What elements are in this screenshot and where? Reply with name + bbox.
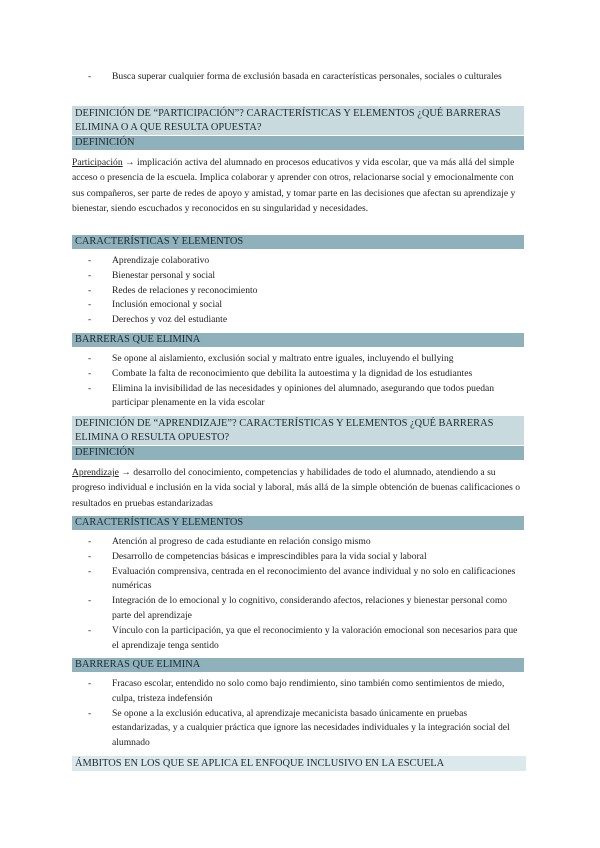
list-item: - Se opone a la exclusión educativa, al aprendizaje mecanicista basado únicamente en pruebas estandarizadas, y a cualquier práctica que ignore las necesidades individuales y la integración social del alumnado xyxy=(88,707,524,751)
participacion-term: Participación xyxy=(72,157,123,168)
list-item: - Integración de lo emocional y lo cognitivo, considerando afectos, relaciones y bienestar personal como parte del aprendizaje xyxy=(88,594,524,624)
aprendizaje-definition-paragraph xyxy=(72,465,524,511)
aprendizaje-caracteristicas-label: CARACTERÍSTICAS Y ELEMENTOS xyxy=(72,516,524,530)
list-item: - Derechos y voz del estudiante xyxy=(88,313,524,328)
participacion-definition-text: implicación activa del alumnado en procesos educativos y vida escolar, que va más allá del simple acceso o presencia de la escuela. Implica colaborar y aprender con otros, relacionarse social y emocionalmente con sus compañeros, ser parte de redes de apoyo y amistad, y tomar parte en las decisiones que afectan su aprendizaje y bienestar, siendo escuchados y reconocidos en su singularidad y necesidades. xyxy=(72,157,516,214)
top-bullet-list xyxy=(88,70,516,85)
aprendizaje-term: Aprendizaje xyxy=(72,467,119,478)
participacion-barreras-list xyxy=(88,352,524,411)
aprendizaje-barreras-label: BARRERAS QUE ELIMINA xyxy=(72,658,524,672)
list-item: - Evaluación comprensiva, centrada en el reconocimiento del avance individual y no solo en calificaciones numéricas xyxy=(88,565,524,595)
list-item: - Combate la falta de reconocimiento que debilita la autoestima y la dignidad de los estudiantes xyxy=(88,367,524,382)
participacion-heading: DEFINICIÓN DE “PARTICIPACIÓN”? CARACTERÍSTICAS Y ELEMENTOS ¿QUÉ BARRERAS ELIMINA O A QUE RESULTA OPUESTA? xyxy=(72,106,524,135)
list-item: - Inclusión emocional y social xyxy=(88,298,524,313)
aprendizaje-definicion-label: DEFINICIÓN xyxy=(72,446,524,460)
list-item: - Redes de relaciones y reconocimiento xyxy=(88,284,524,299)
list-item: - Se opone al aislamiento, exclusión social y maltrato entre iguales, incluyendo el bullying xyxy=(88,352,524,367)
list-item: - Vínculo con la participación, ya que el reconocimiento y la valoración emocional son necesarios para que el aprendizaje tenga sentido xyxy=(88,624,524,654)
arrow-icon: → xyxy=(125,157,135,168)
arrow-icon: → xyxy=(121,467,131,478)
list-item: - Aprendizaje colaborativo xyxy=(88,254,524,269)
aprendizaje-barreras-list xyxy=(88,677,524,751)
participacion-definicion-label: DEFINICIÓN xyxy=(72,136,524,150)
ambitos-heading: ÁMBITOS EN LOS QUE SE APLICA EL ENFOQUE INCLUSIVO EN LA ESCUELA xyxy=(72,756,526,771)
participacion-barreras-label: BARRERAS QUE ELIMINA xyxy=(72,333,524,347)
participacion-definition-paragraph xyxy=(72,155,524,216)
aprendizaje-caracteristicas-list xyxy=(88,535,524,653)
list-item: - Fracaso escolar, entendido no solo como bajo rendimiento, sino también como sentimientos de miedo, culpa, tristeza indefensión xyxy=(88,677,524,707)
list-item: - Elimina la invisibilidad de las necesidades y opiniones del alumnado, asegurando que todos puedan participar plenamente en la vida escolar xyxy=(88,382,524,412)
participacion-caracteristicas-label: CARACTERÍSTICAS Y ELEMENTOS xyxy=(72,235,524,249)
list-item: - Bienestar personal y social xyxy=(88,269,524,284)
list-item: - Desarrollo de competencias básicas e imprescindibles para la vida social y laboral xyxy=(88,550,524,565)
participacion-caracteristicas-list xyxy=(88,254,524,328)
aprendizaje-heading: DEFINICIÓN DE “APRENDIZAJE”? CARACTERÍSTICAS Y ELEMENTOS ¿QUÉ BARRERAS ELIMINA O RESULTA OPUESTO? xyxy=(72,416,524,445)
aprendizaje-definition-text: desarrollo del conocimiento, competencias y habilidades de todo el alumnado, atendiendo a su progreso individual e inclusión en la vida social y laboral, más allá de la simple obtención de buenas calificaciones o resultados en pruebas estandarizadas xyxy=(72,467,521,509)
list-item: - Atención al progreso de cada estudiante en relación consigo mismo xyxy=(88,535,524,550)
list-item: - Busca superar cualquier forma de exclusión basada en características personales, sociales o culturales xyxy=(88,70,516,85)
